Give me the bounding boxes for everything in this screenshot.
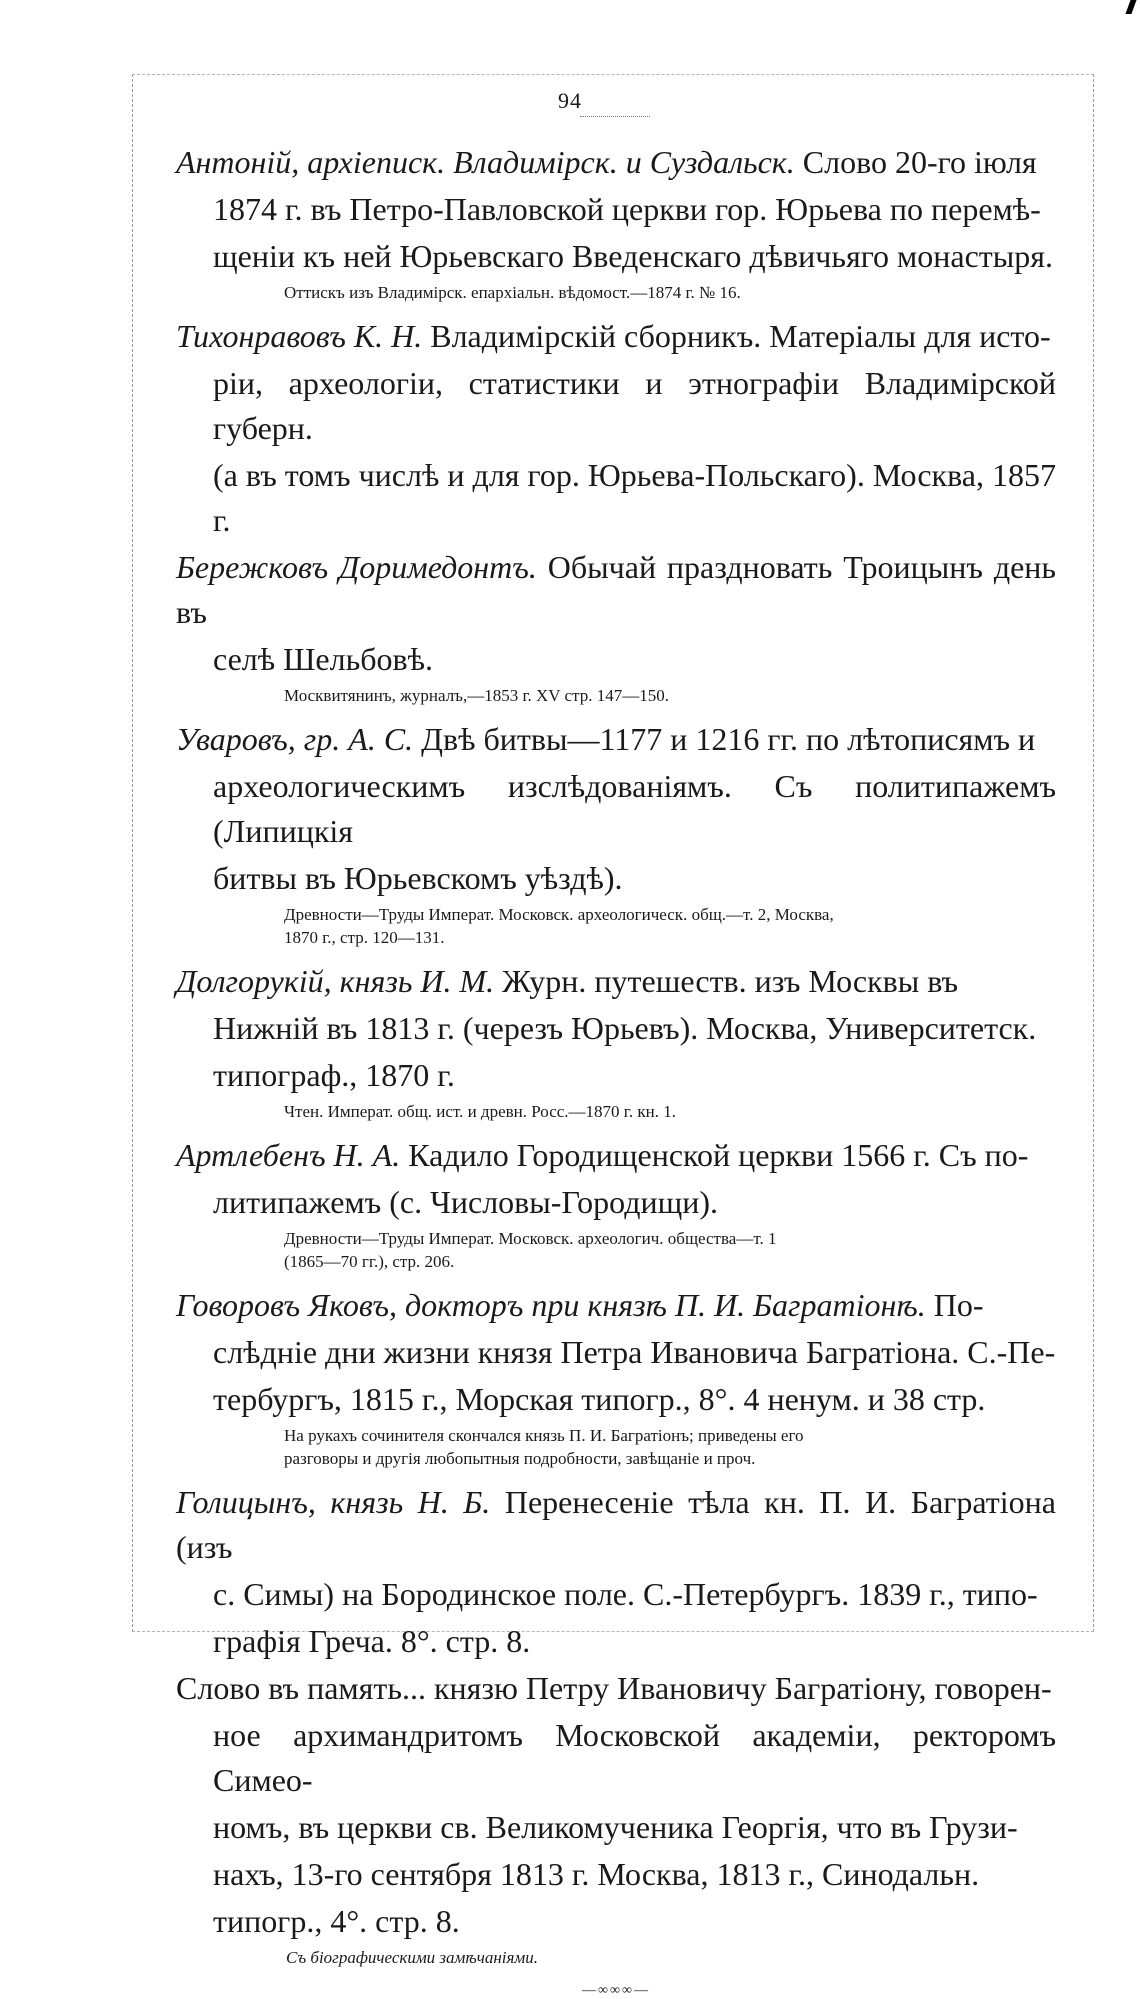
bibliography-entry xyxy=(176,545,1056,707)
bibliography-entry xyxy=(176,1480,1056,1664)
entry-continuation-line: ное архимандритомъ Московской академіи, ректоромъ Симео- xyxy=(213,1717,1056,1798)
entry-first-line xyxy=(176,314,1056,359)
entry-author: Тихонравовъ К. Н. xyxy=(176,318,423,354)
entry-title-start: Слово въ память... князю Петру Ивановичу Багратіону, говорен- xyxy=(176,1670,1052,1706)
entry-source-note: (1865—70 гг.), стр. 206. xyxy=(284,1252,455,1271)
bibliography-entry xyxy=(176,140,1056,304)
entry-source-note: Древности—Труды Императ. Московск. археологическ. общ.—т. 2, Москва, xyxy=(284,905,834,924)
entry-continuation-line: ріи, археологіи, статистики и этнографіи Владимірской губерн. xyxy=(213,365,1056,446)
entry-source-note: Москвитянинъ, журналъ,—1853 г. XV стр. 147—150. xyxy=(284,686,669,705)
entry-continuation-line: археологическимъ изслѣдованіямъ. Съ политипажемъ (Липицкія xyxy=(213,768,1056,849)
entry-first-line xyxy=(176,1480,1056,1570)
entry-first-line xyxy=(176,1666,1056,1711)
entry-first-line xyxy=(176,717,1056,762)
bibliography-entry xyxy=(176,1133,1056,1273)
entry-continuation-line: типогр., 4°. стр. 8. xyxy=(213,1903,460,1939)
entry-author: Долгорукій, князь И. М. xyxy=(176,963,495,999)
entry-first-line xyxy=(176,140,1056,185)
bibliography-list xyxy=(176,140,1056,1999)
entry-continuation-line: графія Греча. 8°. стр. 8. xyxy=(213,1623,531,1659)
entry-continuation-line: с. Симы) на Бородинское поле. С.-Петербургъ. 1839 г., типо- xyxy=(213,1576,1038,1612)
entry-title-start: Владимірскій сборникъ. Матеріалы для исто- xyxy=(430,318,1051,354)
entry-continuation-line: литипажемъ (с. Числовы-Городищи). xyxy=(213,1184,719,1220)
bibliography-entry xyxy=(176,717,1056,949)
entry-continuation-line: Нижній въ 1813 г. (черезъ Юрьевъ). Москва, Университетск. xyxy=(213,1010,1037,1046)
entry-continuation-line: номъ, въ церкви св. Великомученика Георгія, что въ Грузи- xyxy=(213,1809,1018,1845)
entry-title-start: Обычай праздновать Троицынъ день въ xyxy=(176,549,1057,630)
page-number: 94 xyxy=(558,88,582,113)
entry-first-line xyxy=(176,1133,1056,1178)
entry-source-note: Съ біографическими замѣчаніями. xyxy=(286,1948,539,1967)
corner-mark xyxy=(1125,0,1136,14)
entry-title-start: Двѣ битвы—1177 и 1216 гг. по лѣтописямъ и xyxy=(421,721,1036,757)
entry-author: Артлебенъ Н. А. xyxy=(176,1137,401,1173)
page-number-underline xyxy=(580,116,650,117)
end-ornament: —∞∞∞— xyxy=(582,1983,650,1998)
entry-continuation-line: тербургъ, 1815 г., Морская типогр., 8°. 4 ненум. и 38 стр. xyxy=(213,1381,986,1417)
bibliography-entry xyxy=(176,314,1056,543)
entry-continuation-line: (а въ томъ числѣ и для гор. Юрьева-Польскаго). Москва, 1857 г. xyxy=(213,457,1056,538)
entry-author: Голицынъ, князь Н. Б. xyxy=(176,1484,491,1520)
entry-title-start: По- xyxy=(933,1287,984,1323)
entry-source-note: 1870 г., стр. 120—131. xyxy=(284,928,445,947)
entry-title-start: Журн. путешеств. изъ Москвы въ xyxy=(502,963,959,999)
bibliography-entry xyxy=(176,1283,1056,1470)
entry-title-start: Слово 20-го іюля xyxy=(802,144,1037,180)
entry-source-note: разговоры и другія любопытныя подробности, завѣщаніе и проч. xyxy=(284,1449,756,1468)
entry-continuation-line: селѣ Шельбовѣ. xyxy=(213,641,433,677)
entry-first-line xyxy=(176,545,1056,635)
entry-source-note: На рукахъ сочинителя скончался князь П. И. Багратіонъ; приведены его xyxy=(284,1426,804,1445)
entry-source-note: Оттискъ изъ Владимірск. епархіальн. вѣдомост.—1874 г. № 16. xyxy=(284,283,741,302)
entry-first-line xyxy=(176,959,1056,1004)
entry-author: Бережковъ Доримедонтъ. xyxy=(176,549,537,585)
entry-source-note: Чтен. Императ. общ. ист. и древн. Росс.—1870 г. кн. 1. xyxy=(284,1102,676,1121)
entry-continuation-line: 1874 г. въ Петро-Павловской церкви гор. Юрьева по перемѣ- xyxy=(213,191,1041,227)
entry-title-start: Кадило Городищенской церкви 1566 г. Съ по- xyxy=(408,1137,1029,1173)
entry-continuation-line: слѣдніе дни жизни князя Петра Ивановича Багратіона. С.-Пе- xyxy=(213,1334,1056,1370)
entry-source-note: Древности—Труды Императ. Московск. археологич. общества—т. 1 xyxy=(284,1229,777,1248)
entry-author: Уваровъ, гр. А. С. xyxy=(176,721,414,757)
entry-continuation-line: битвы въ Юрьевскомъ уѣздѣ). xyxy=(213,860,623,896)
entry-author: Говоровъ Яковъ, докторъ при князѣ П. И. Багратіонѣ. xyxy=(176,1287,926,1323)
entry-continuation-line: типограф., 1870 г. xyxy=(213,1057,455,1093)
entry-continuation-line: щеніи къ ней Юрьевскаго Введенскаго дѣвичьяго монастыря. xyxy=(213,238,1053,274)
bibliography-entry xyxy=(176,959,1056,1123)
entry-author: Антоній, архіеписк. Владимірск. и Суздальск. xyxy=(176,144,795,180)
bibliography-entry xyxy=(176,1666,1056,1969)
entry-continuation-line: нахъ, 13-го сентября 1813 г. Москва, 1813 г., Синодальн. xyxy=(213,1856,980,1892)
entry-title-start: Перенесеніе тѣла кн. П. И. Багратіона (изъ xyxy=(176,1484,1057,1565)
entry-first-line xyxy=(176,1283,1056,1328)
